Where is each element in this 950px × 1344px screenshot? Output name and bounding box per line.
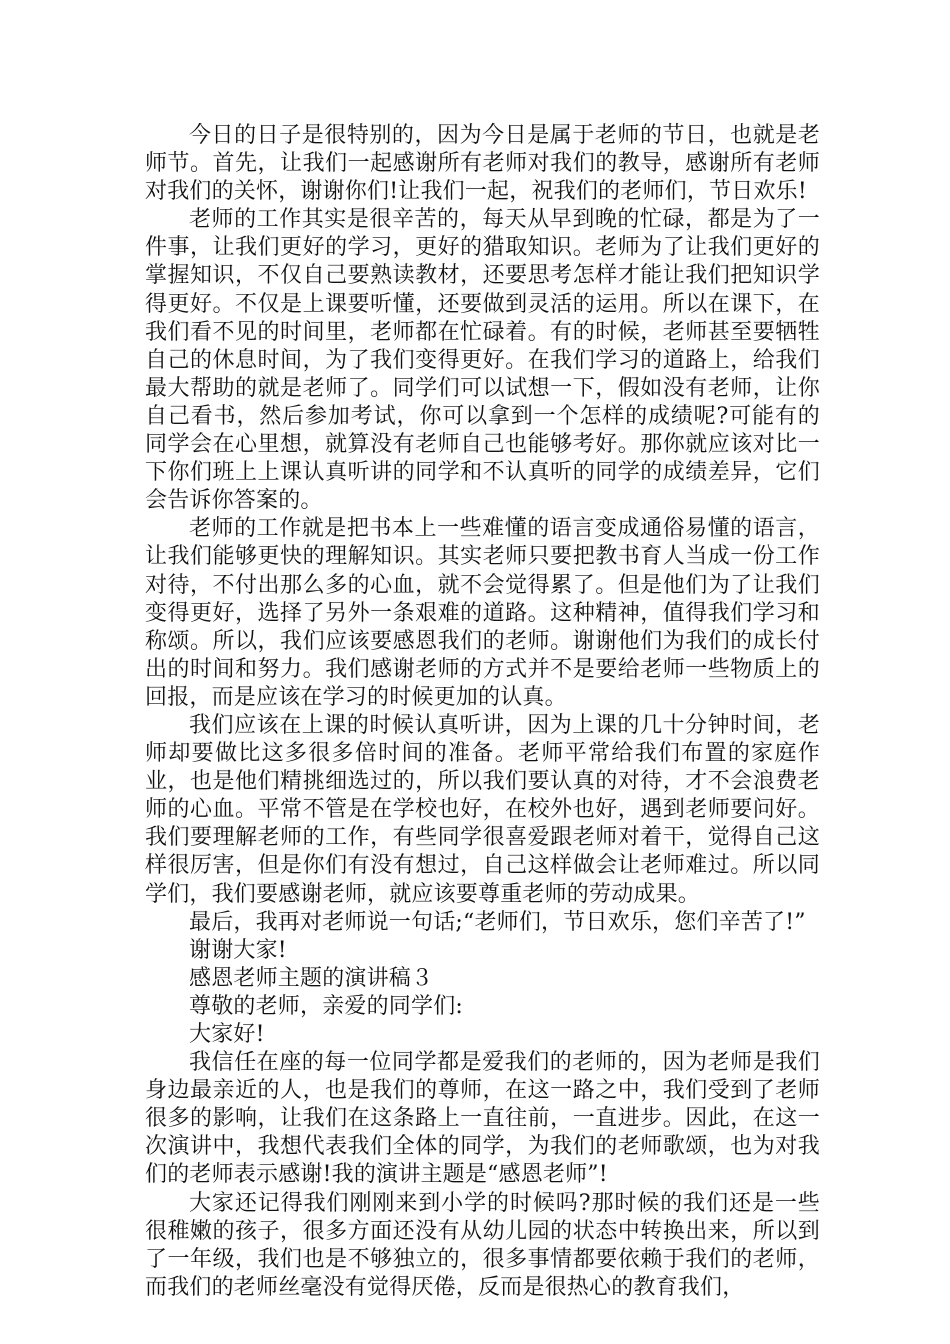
salutation: 尊敬的老师，亲爱的同学们:: [189, 993, 464, 1019]
document-body: [145, 122, 820, 1302]
section-title: 感恩老师主题的演讲稿３: [189, 965, 434, 991]
paragraph-4: 我们应该在上课的时候认真听讲，因为上课的几十分钟时间，老师却要做比这多很多倍时间的准备。老师平常给我们布置的家庭作业，也是他们精挑细选过的，所以我们要认真的对待，才不会浪费老师的心血。平常不管是在学校也好，在校外也好，遇到老师要问好。我们要理解老师的工作，有些同学很喜爱跟老师对着干，觉得自己这样很厉害，但是你们有没有想过，自己这样做会让老师难过。所以同学们，我们要感谢老师，就应该要尊重老师的劳动成果。: [145, 712, 820, 907]
paragraph-2: 老师的工作其实是很辛苦的，每天从早到晚的忙碌，都是为了一件事，让我们更好的学习，更好的猎取知识。老师为了让我们更好的掌握知识，不仅自己要熟读教材，还要思考怎样才能让我们把知识学得更好。不仅是上课要听懂，还要做到灵活的运用。所以在课下，在我们看不见的时间里，老师都在忙碌着。有的时候，老师甚至要牺牲自己的休息时间，为了我们变得更好。在我们学习的道路上，给我们最大帮助的就是老师了。同学们可以试想一下，假如没有老师，让你自己看书，然后参加考试，你可以拿到一个怎样的成绩呢?可能有的同学会在心里想，就算没有老师自己也能够考好。那你就应该对比一下你们班上上课认真听讲的同学和不认真听的同学的成绩差异，它们会告诉你答案的。: [145, 207, 820, 514]
paragraph-5: 最后，我再对老师说一句话;“老师们，节日欢乐，您们辛苦了!”: [189, 909, 806, 935]
greeting: 大家好!: [189, 1022, 265, 1047]
paragraph-3: 老师的工作就是把书本上一些难懂的语言变成通俗易懂的语言，让我们能够更快的理解知识。其实老师只要把教书育人当成一份工作对待，不付出那么多的心血，就不会觉得累了。但是他们为了让我们变得更好，选择了另外一条艰难的道路。这种精神，值得我们学习和称颂。所以，我们应该要感恩我们的老师。谢谢他们为我们的成长付出的时间和努力。我们感谢老师的方式并不是要给老师一些物质上的回报，而是应该在学习的时候更加的认真。: [145, 516, 820, 710]
paragraph-6: 我信任在座的每一位同学都是爱我们的老师的，因为老师是我们身边最亲近的人，也是我们的尊师，在这一路之中，我们受到了老师很多的影响，让我们在这条路上一直往前，一直进步。因此，在这一次演讲中，我想代表我们全体的同学，为我们的老师歌颂，也为对我们的老师表示感谢!我的演讲主题是“感恩老师”!: [145, 1050, 820, 1188]
paragraph-1: 今日的日子是很特别的，因为今日是属于老师的节日，也就是老师节。首先，让我们一起感谢所有老师对我们的教导，感谢所有老师对我们的关怀，谢谢你们!让我们一起，祝我们的老师们，节日欢乐!: [145, 123, 820, 205]
thanks-line: 谢谢大家!: [189, 937, 287, 963]
paragraph-7: 大家还记得我们刚刚来到小学的时候吗?那时候的我们还是一些很稚嫩的孩子，很多方面还没有从幼儿园的状态中转换出来，所以到了一年级，我们也是不够独立的，很多事情都要依赖于我们的老师，而我们的老师丝毫没有觉得厌倦，反而是很热心的教育我们，: [145, 1190, 820, 1300]
